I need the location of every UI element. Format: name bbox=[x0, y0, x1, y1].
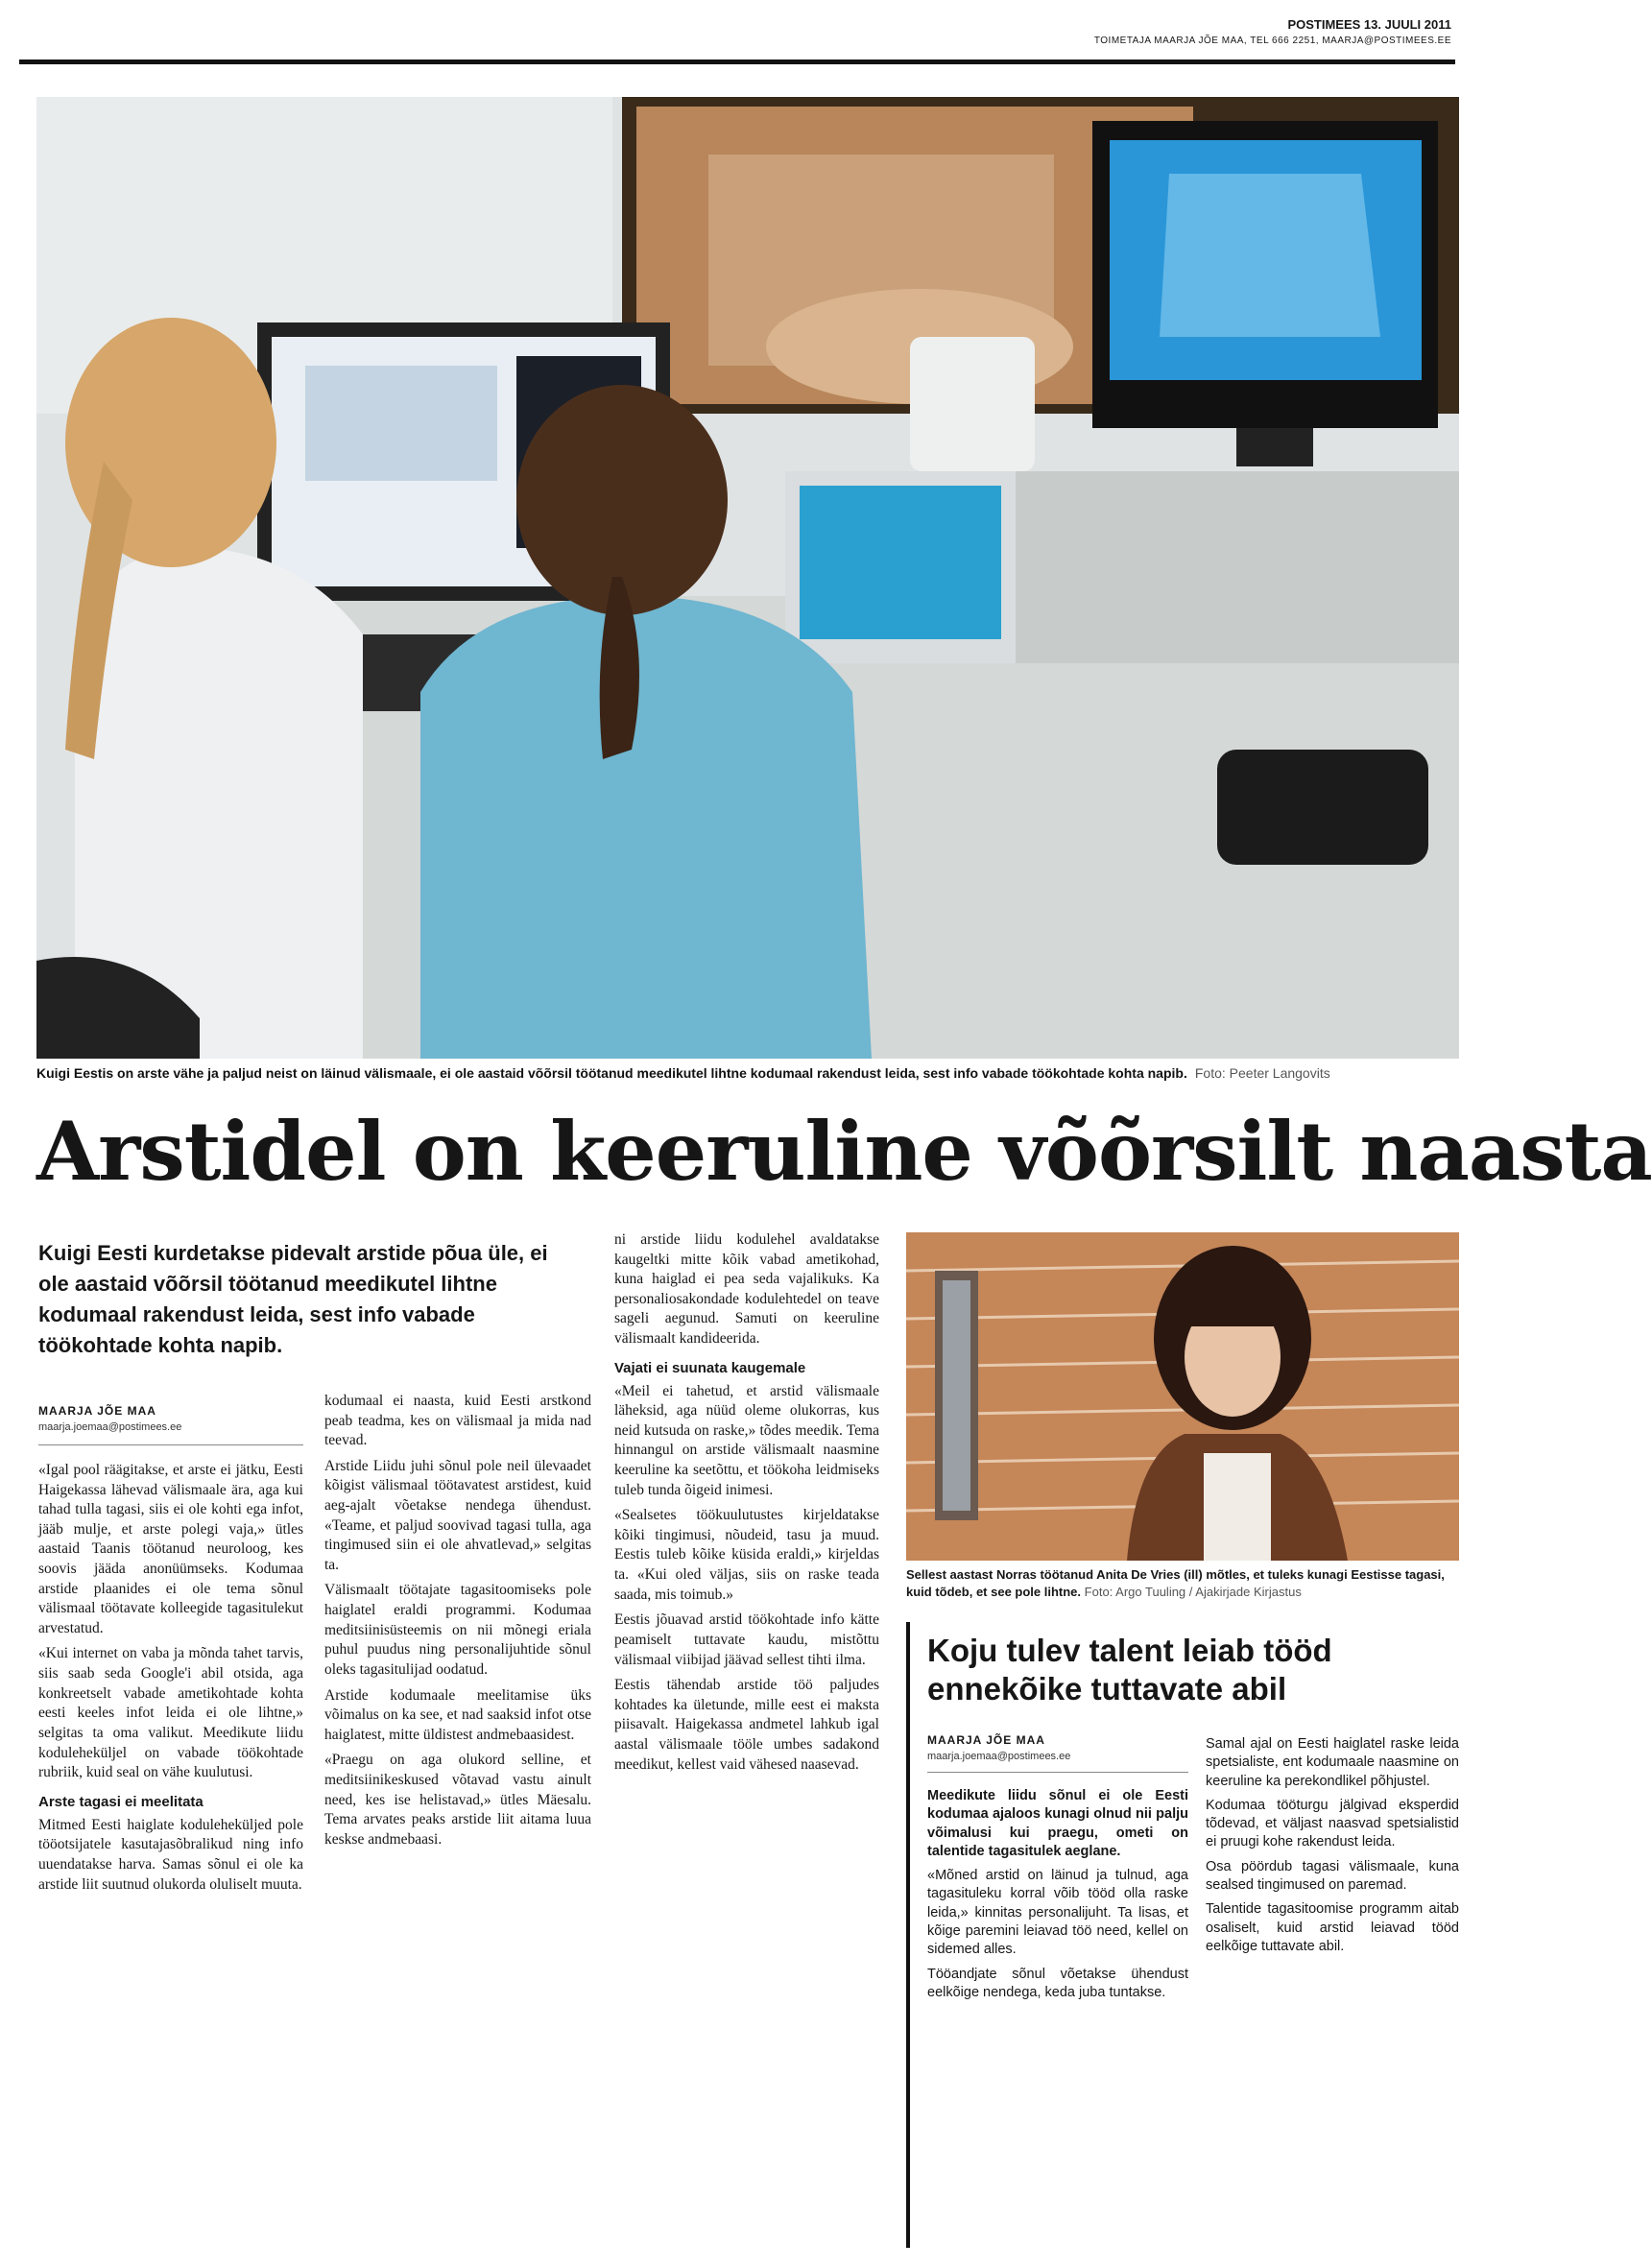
side-photo-caption-text: Sellest aastast Norras töötanud Anita De Vries (ill) mõtles, et tuleks kunagi Eestisse tagasi, kuid tõdeb, et see pole lihtne. bbox=[906, 1567, 1445, 1599]
side-photo-caption bbox=[906, 1566, 1459, 1600]
main-photo bbox=[36, 97, 1459, 1059]
header-editor: TOIMETAJA MAARJA JÕE MAA, TEL 666 2251, MAARJA@POSTIMEES.EE bbox=[1093, 36, 1451, 46]
headline: Arstidel on keeruline võõrsilt naasta bbox=[36, 1104, 1652, 1199]
article-paragraph: «Kui internet on vaba ja mõnda tahet tarvis, siis saab seda Google'i abil otsida, aga konkreetselt vabade ametikohtade kohta eesti keeles infot leida ei ole lihtne,» selgitas ta oma valikut. Meedikute liidu koduleheküljel on vabade töökohtade rubriik, kuid seal on vähe kuulutusi. bbox=[38, 1645, 303, 1781]
sidebar-paragraph: «Mõned arstid on läinud ja tulnud, aga tagasituleku korral võib tööd olla raske leida,» kinnitas personalijuht. Ta lisas, et kõige paremini leiavad töö need, kellel on sidemed alles. bbox=[927, 1868, 1188, 1958]
article-paragraph: «Meil ei tahetud, et arstid välismaale läheksid, aga nüüd oleme olukorras, kus neid kutsuda on raske,» tõdes meedik. Tema hinnangul on arstide välismaalt naasmine keeruline ka seetõttu, et töökoha leidmiseks tuleb tunda õigeid inimesi. bbox=[614, 1382, 879, 1498]
page-header bbox=[19, 17, 1455, 64]
article-paragraph: Mitmed Eesti haiglate koduleheküljed pole tööotsijatele kasutajasõbralikud ning info uuendatakse harva. Samas sõnul ei ole ka arstide liit suutnud olukorda oluliselt muuta. bbox=[38, 1816, 303, 1893]
sidebar-column-1 bbox=[927, 1787, 1188, 2248]
article-paragraph: Eestis jõuavad arstid töökohtade info kätte peamiselt tuttavate kaudu, mistõttu välismaal viibijad jäävad sellest tihti ilma. bbox=[614, 1611, 879, 1668]
article-column-3 bbox=[614, 1230, 879, 2248]
header-date: POSTIMEES 13. JUULI 2011 bbox=[1287, 17, 1451, 32]
article-paragraph: Eestis tähendab arstide töö paljudes kohtades ka ületunde, mille eest ei maksta piisavalt. Haigekassa andmetel lahkub igal aastal välismaale tööle umbes sadakond meedikut, kellest vaid vähesed naasevad. bbox=[614, 1677, 879, 1773]
main-photo-caption bbox=[36, 1065, 1459, 1081]
lead-paragraph: Kuigi Eesti kurdetakse pidevalt arstide põua üle, ei ole aastaid võõrsil töötanud meedikutel lihtne kodumaal rakendust leida, sest info vabade töökohtade kohta napib. bbox=[38, 1241, 548, 1357]
main-photo-caption-text: Kuigi Eestis on arste vähe ja paljud neist on läinud välismaale, ei ole aastaid võõrsil töötanud meedikutel lihtne kodumaal rakendust leida, sest info vabade töökohtade kohta napib. bbox=[36, 1065, 1187, 1081]
header-meta bbox=[1094, 17, 1451, 46]
article-paragraph: «Igal pool räägitakse, et arste ei jätku, Eesti Haigekassa lähevad välismaale ära, aga kui tahad tulla tagasi, siis ei ole kohti ega infot, jääb mulje, et arste polegi vaja,» ütles aastaid Taanis töötanud neuroloog, kes soovis jääda anonüümseks. Kodumaa arstide plaanides ei ole tema sõnul välismaal töötavate kolleegide tagasitulekut arvestatud. bbox=[38, 1462, 303, 1636]
article-paragraph: Välismaalt töötajate tagasitoomiseks pole haiglatel eraldi programmi. Kodumaa meditsiinisüsteemis on nii mõnegi eriala puhul puudus ning personalijuhtide sõnul oleks tagasitulijad oodatud. bbox=[324, 1582, 591, 1678]
main-photo-credit: Foto: Peeter Langovits bbox=[1194, 1065, 1330, 1081]
sidebar-byline-email: maarja.joemaa@postimees.ee bbox=[927, 1751, 1071, 1762]
byline-email: maarja.joemaa@postimees.ee bbox=[38, 1421, 182, 1433]
sidebar-rule bbox=[906, 1622, 910, 2248]
byline bbox=[38, 1404, 303, 1445]
article-paragraph: kodumaal ei naasta, kuid Eesti arstkond peab teadma, kes on välismaal ja mida nad teevad. bbox=[324, 1393, 591, 1449]
article-column-1 bbox=[38, 1461, 303, 2248]
sidebar-paragraph: Samal ajal on Eesti haiglatel raske leida spetsialiste, ent kodumaale naasmine on keeruline ka perekondlikel põhjustel. bbox=[1206, 1736, 1459, 1789]
article-subhead: Vajati ei suunata kaugemale bbox=[614, 1359, 806, 1376]
article-paragraph: ni arstide liidu kodulehel avaldatakse kaugeltki mitte kõik vabad ametikohad, kuna haiglad ei pea seda vajalikuks. Ka personaliosakondade kodulehtedel on teave sageli aegunud. Samuti on keeruline välismaalt kandideerida. bbox=[614, 1231, 879, 1348]
byline-name: MAARJA JÕE MAA bbox=[38, 1404, 156, 1418]
side-photo bbox=[906, 1232, 1459, 1561]
sidebar-paragraph: Osa pöördub tagasi välismaale, kuna sealsed tingimused on paremad. bbox=[1206, 1858, 1459, 1893]
article-paragraph: Arstide Liidu juhi sõnul pole neil ülevaadet kõigist välismaal töötavatest arstidest, kuid aeg-ajalt võetakse nendega ühendust. «Teame, et paljud soovivad tagasi tulla, aga tingimused siin ei ole ahvatlevad,» selgitas ta. bbox=[324, 1457, 591, 1573]
sidebar-byline bbox=[927, 1733, 1188, 1773]
article-paragraph: Arstide kodumaale meelitamise üks võimalus on ka see, et nad saaksid infot otse haiglatest, mitte üldistest andmebaasidest. bbox=[324, 1686, 591, 1743]
sidebar-paragraph: Meedikute liidu sõnul ei ole Eesti kodumaa ajaloos kunagi olnud nii palju võimalusi kui praegu, ometi on talentide tagasitulek aeglane. bbox=[927, 1788, 1188, 1859]
article-column-2 bbox=[324, 1392, 591, 2248]
article-subhead: Arste tagasi ei meelitata bbox=[38, 1793, 204, 1810]
side-photo-credit: Foto: Argo Tuuling / Ajakirjade Kirjastus bbox=[1084, 1584, 1302, 1599]
sidebar-byline-name: MAARJA JÕE MAA bbox=[927, 1733, 1045, 1747]
article-paragraph: «Sealsetes töökuulutustes kirjeldatakse kõiki tingimusi, nõudeid, tasu ja muud. Eestis tuleb kõike küsida eraldi,» kirjeldas ta. «Kui oled väljas, siis on raske teada saada, mis toimub.» bbox=[614, 1507, 879, 1603]
sidebar-paragraph: Kodumaa tööturgu jälgivad eksperdid tõdevad, et väljast naasvad spetsialistid ei pruugi kohe rakendust leida. bbox=[1206, 1797, 1459, 1850]
sidebar-paragraph: Tööandjate sõnul võetakse ühendust eelkõige nendega, keda juba tuntakse. bbox=[927, 1966, 1188, 2000]
sidebar-title: Koju tulev talent leiab tööd ennekõike tuttavate abil bbox=[927, 1633, 1332, 1706]
sidebar-column-2 bbox=[1206, 1735, 1459, 2248]
sidebar-paragraph: Talentide tagasitoomise programm aitab osaliselt, kuid arstid leiavad tööd eelkõige tuttavate abil. bbox=[1206, 1901, 1459, 1954]
article-paragraph: «Praegu on aga olukord selline, et meditsiinikeskused võtavad vastu ainult need, kes ise helistavad,» ütles Mäesalu. Tema arvates peaks arstide liit aitama luua keskse andmebaasi. bbox=[324, 1752, 591, 1848]
